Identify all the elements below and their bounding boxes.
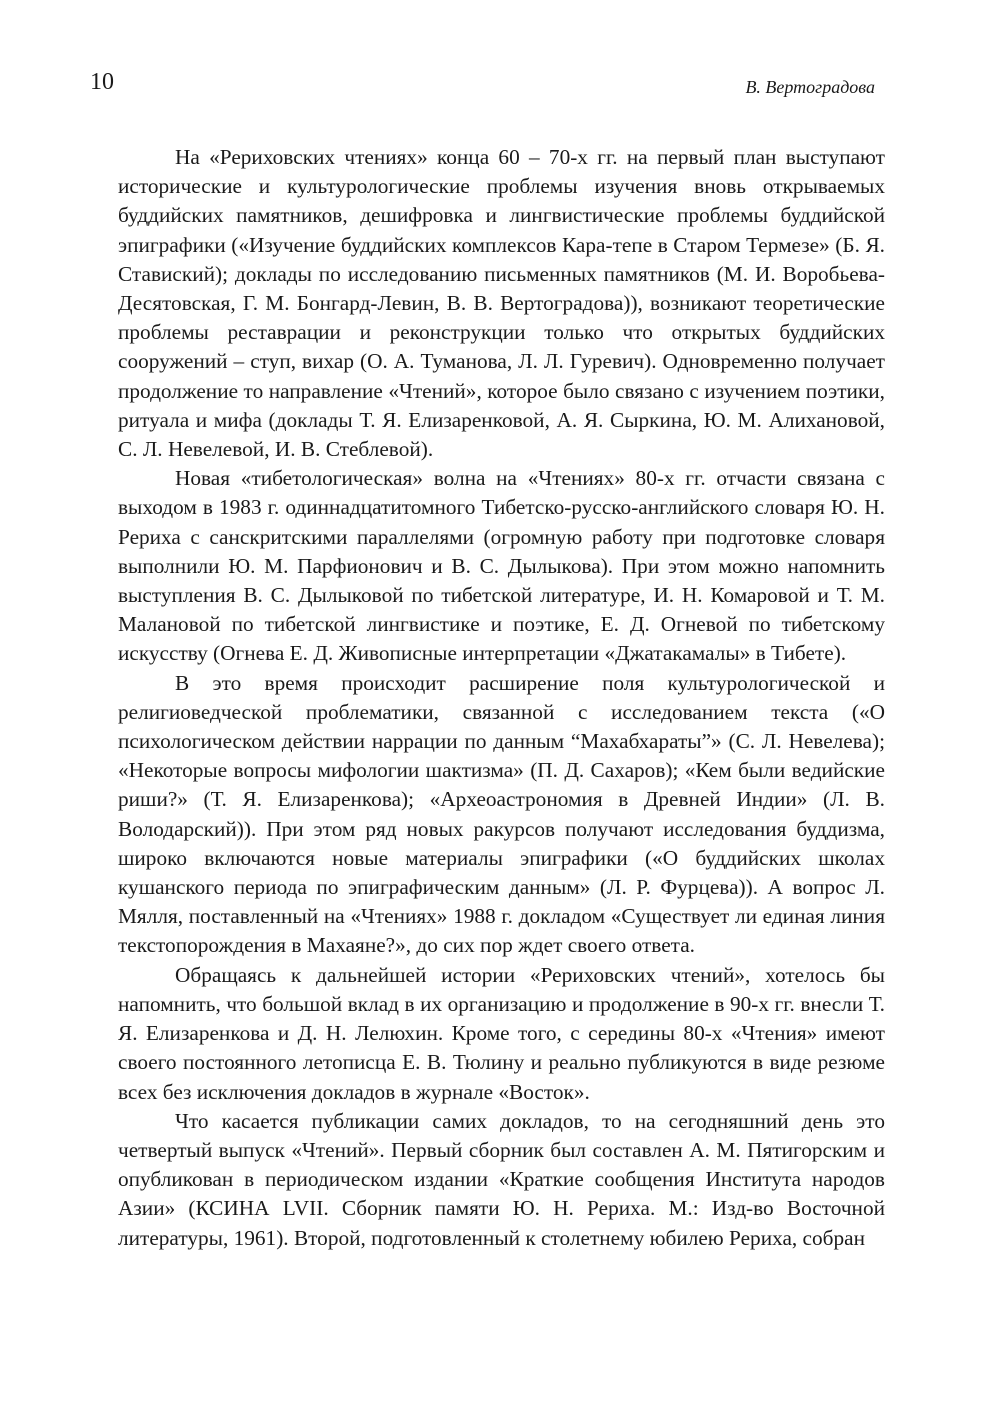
paragraph-5: Что касается публикации самих докладов, то на сегодняшний день это четвертый выпуск «Чтений». Первый сборник был составлен А. М. Пятигорским и опубликован в периодическом издании «Краткие сообщения Института народов Азии» (КСИНА LVII. Сборник памяти Ю. Н. Рериха. М.: Изд-во Восточной литературы, 1961). Второй, подготовленный к столетнему юбилею Рериха, собран bbox=[118, 1108, 885, 1250]
page-number: 10 bbox=[90, 69, 114, 95]
paragraph-1: На «Рериховских чтениях» конца 60 – 70-х гг. на первый план выступают исторические и культурологические проблемы изучения вновь открываемых буддийских памятников, дешифровка и лингвистические проблемы буддийской эпиграфики («Изучение буддийских комплексов Кара-тепе в Старом Термезе» (Б. Я. Ставиский); доклады по исследованию письменных памятников (М. И. Воробьева-Десятовская, Г. М. Бонгард-Левин, В. В. Вертоградова)), возникают теоретические проблемы реставрации и реконструкции только что открытых буддийских сооружений – ступ, вихар (О. А. Туманова, Л. Л. Гуревич). Одновременно получает продолжение то направление «Чтений», которое было связано с изучением поэтики, ритуала и мифа (доклады Т. Я. Елизаренковой, А. Я. Сыркина, Ю. М. Алихановой, С. Л. Невелевой, И. В. Стеблевой). bbox=[118, 145, 885, 462]
body-text bbox=[118, 143, 885, 1253]
running-header bbox=[90, 62, 875, 102]
paragraph-2: Новая «тибетологическая» волна на «Чтениях» 80-х гг. отчасти связана с выходом в 1983 г. одиннадцатитомного Тибетско-русско-английского словаря Ю. Н. Рериха с санскритскими параллелями (огромную работу при подготовке словаря выполнили Ю. М. Парфионович и В. С. Дылыкова). При этом можно напомнить выступления В. С. Дылыковой по тибетской литературе, И. Н. Комаровой и Т. М. Малановой по тибетской лингвистике и поэтике, Е. Д. Огневой по тибетскому искусству (Огнева Е. Д. Живописные интерпретации «Джатакамалы» в Тибете). bbox=[118, 466, 885, 666]
running-author: В. Вертоградова bbox=[745, 77, 875, 97]
paragraph-3: В это время происходит расширение поля культурологической и религиоведческой проблематики, связанной с исследованием текста («О психологическом действии наррации по данным “Махабхараты”» (С. Л. Невелева); «Некоторые вопросы мифологии шактизма» (П. Д. Сахаров); «Кем были ведийские риши?» (Т. Я. Елизаренкова); «Археоастрономия в Древней Индии» (Л. В. Володарский)). При этом ряд новых ракурсов получают исследования буддизма, широко включаются новые материалы эпиграфики («О буддийских школах кушанского периода по эпиграфическим данным» (Л. Р. Фурцева)). А вопрос Л. Мялля, поставленный на «Чтениях» 1988 г. докладом «Существует ли единая линия текстопорождения в Махаяне?», до сих пор ждет своего ответа. bbox=[118, 670, 885, 958]
paragraph-4: Обращаясь к дальнейшей истории «Рериховских чтений», хотелось бы напомнить, что большой вклад в их организацию и продолжение в 90-х гг. внесли Т. Я. Елизаренкова и Д. Н. Лелюхин. Кроме того, с середины 80-х «Чтения» имеют своего постоянного летописца Е. В. Тюлину и реально публикуются в виде резюме всех без исключения докладов в журнале «Восток». bbox=[118, 962, 885, 1104]
